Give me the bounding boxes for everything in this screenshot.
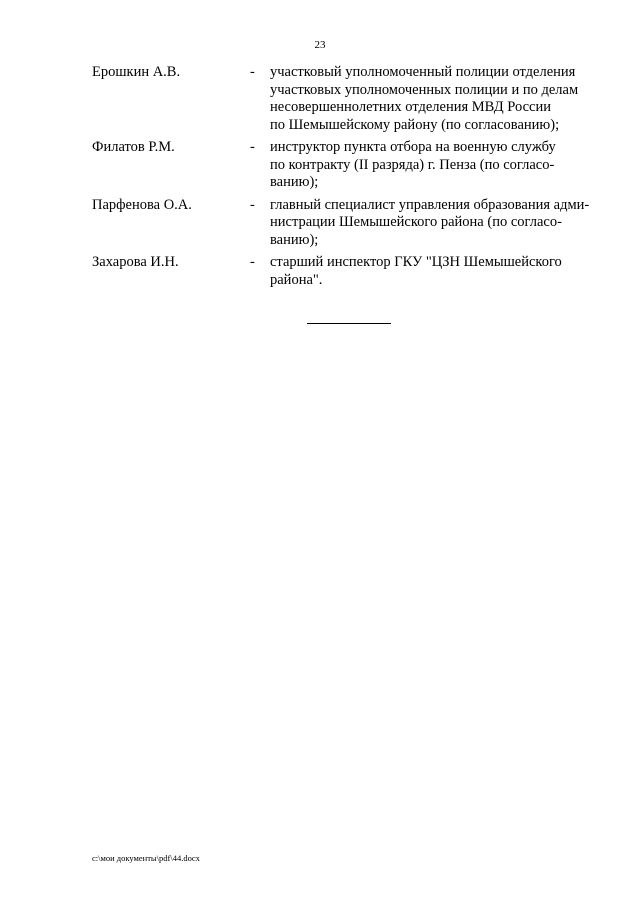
member-row-parfenova (92, 197, 608, 250)
page-number: 23 (314, 39, 326, 51)
member-description: инструктор пункта отбора на военную службу по контракту (II разряда) г. Пенза (по согласо- ванию); (270, 139, 556, 190)
member-dash: - (250, 196, 255, 213)
footer-file-path: c:\мои документы\pdf\44.docx (92, 853, 200, 863)
member-name: Захарова И.Н. (92, 254, 179, 270)
member-description: главный специалист управления образования адми- нистрации Шемышейского района (по согласо- ванию); (270, 196, 590, 248)
member-dash: - (250, 254, 255, 270)
member-name: Ерошкин А.В. (92, 64, 181, 80)
member-name: Филатов Р.М. (92, 139, 175, 155)
member-dash: - (250, 64, 255, 80)
end-separator-line (307, 323, 391, 324)
commission-members-list (92, 64, 608, 294)
member-row-zakharova (92, 254, 608, 289)
member-description: старший инспектор ГКУ "ЦЗН Шемышейского района". (270, 254, 562, 288)
member-row-filatov (92, 139, 608, 192)
member-row-eroshkin (92, 64, 608, 134)
member-dash: - (250, 139, 255, 155)
member-name: Парфенова О.А. (92, 196, 192, 213)
member-description: участковый уполномоченный полиции отделения участковых уполномоченных полиции и по делам несовершеннолетних отделения МВД России по Шемышейскому району (по согласованию); (270, 64, 579, 133)
